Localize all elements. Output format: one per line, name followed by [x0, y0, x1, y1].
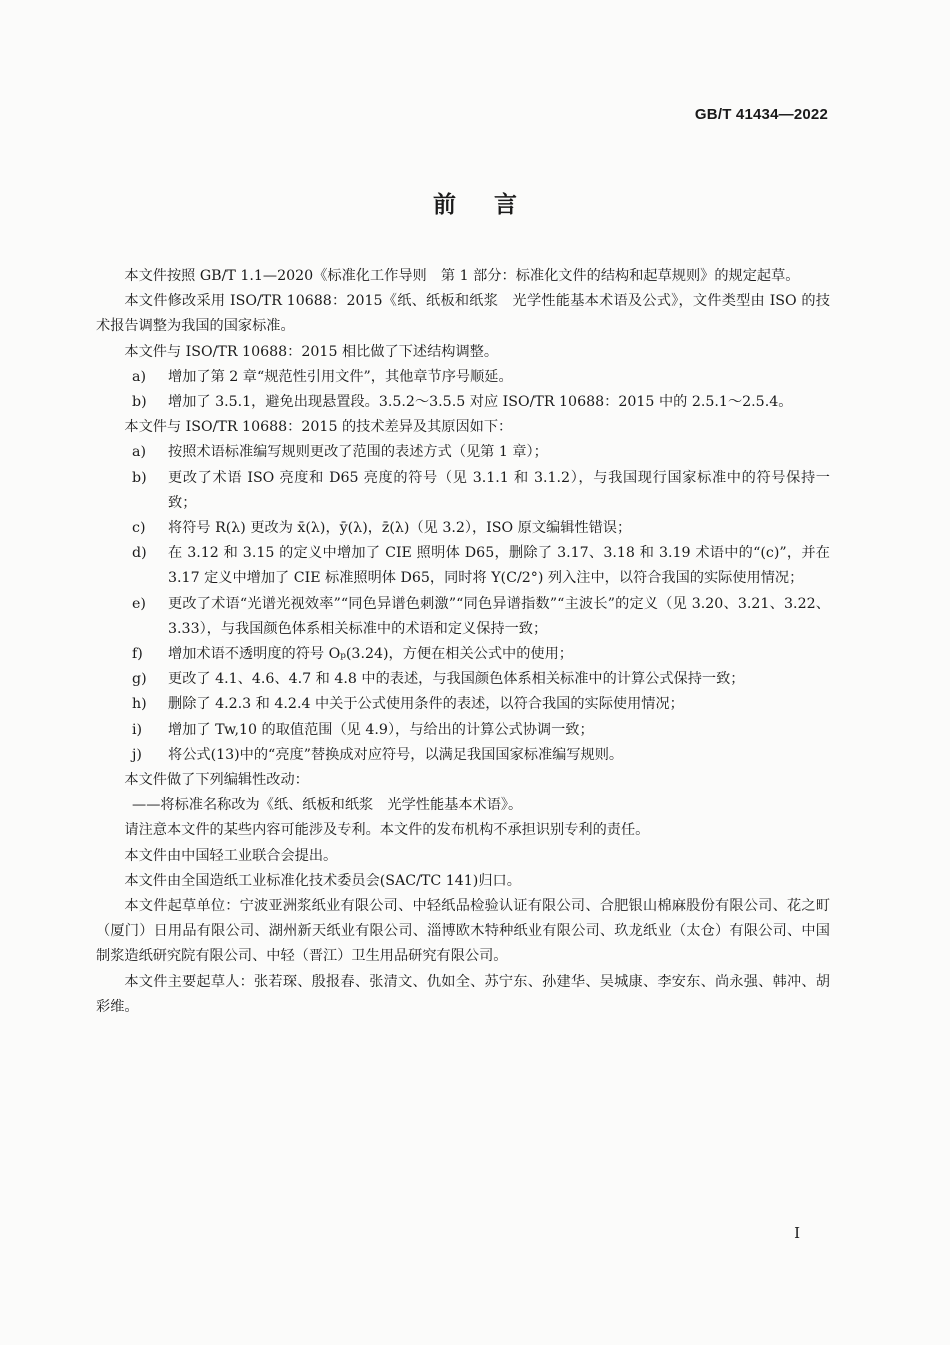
list-text: 增加了 3.5.1，避免出现悬置段。3.5.2～3.5.5 对应 ISO/TR 10688：2015 中的 2.5.1～2.5.4。 [168, 394, 793, 411]
list-marker: f) [132, 646, 143, 663]
paragraph-committee: 本文件由全国造纸工业标准化技术委员会(SAC/TC 141)归口。 [124, 872, 521, 889]
list-item [96, 440, 830, 465]
list-marker: d) [132, 545, 147, 562]
list-marker: a) [132, 368, 146, 385]
list-text: 将公式(13)中的“亮度”替换成对应符号，以满足我国国家标准编写规则。 [168, 746, 624, 763]
list-item [96, 466, 830, 516]
list-item [96, 692, 830, 717]
page-title: 前言 [433, 192, 555, 218]
list-text: 增加术语不透明度的符号 Oₚ(3.24)，方便在相关公式中的使用； [168, 646, 573, 663]
list-text: 更改了术语“光谱光视效率”“同色异谱色刺激”“同色异谱指数”“主波长”的定义（见 3.20、3.21、3.22、3.33），与我国颜色体系相关标准中的术语和定义保持一致； [168, 595, 830, 637]
list-item [96, 667, 830, 692]
list-marker: g) [132, 671, 147, 688]
standard-code: GB/T 41434—2022 [694, 106, 828, 123]
list-marker: e) [132, 595, 146, 612]
list-marker: i) [132, 721, 143, 738]
list-text: 增加了第 2 章“规范性引用文件”，其他章节序号顺延。 [168, 368, 513, 385]
list-item [96, 592, 830, 642]
paragraph-proposer: 本文件由中国轻工业联合会提出。 [124, 847, 338, 864]
list-text: 在 3.12 和 3.15 的定义中增加了 CIE 照明体 D65，删除了 3.17、3.18 和 3.19 术语中的“(c)”，并在 3.17 定义中增加了 CIE 标准照明体 D65，同时将 Y(C/2°) 列入注中，以符合我国的实际使用情况； [168, 545, 830, 587]
list-text: 删除了 4.2.3 和 4.2.4 中关于公式使用条件的表述，以符合我国的实际使用情况； [168, 696, 684, 713]
list-marker: h) [132, 696, 147, 713]
list-marker: b) [132, 394, 147, 411]
list-text: 增加了 Tw,10 的取值范围（见 4.9），与给出的计算公式协调一致； [168, 721, 594, 738]
paragraph-structure-intro: 本文件与 ISO/TR 10688：2015 相比做了下述结构调整。 [124, 343, 499, 360]
list-marker: c) [132, 520, 146, 537]
list-item [96, 365, 830, 390]
list-item [96, 390, 830, 415]
paragraph-adoption: 本文件修改采用 ISO/TR 10688：2015《纸、纸板和纸浆 光学性能基本术语及公式》，文件类型由 ISO 的技术报告调整为我国的国家标准。 [96, 293, 830, 335]
list-text: 按照术语标准编写规则更改了范围的表述方式（见第 1 章）； [168, 444, 548, 461]
list-text: 将符号 R(λ) 更改为 x̄(λ)，ȳ(λ)，z̄(λ)（见 3.2），ISO 原文编辑性错误； [168, 520, 632, 537]
editorial-dash-item: ——将标准名称改为《纸、纸板和纸浆 光学性能基本术语》。 [132, 797, 523, 814]
foreword-body [96, 264, 830, 1020]
list-item [96, 743, 830, 768]
list-item [96, 642, 830, 667]
list-marker: b) [132, 469, 147, 486]
list-marker: j) [132, 746, 142, 763]
list-item [96, 516, 830, 541]
paragraph-drafters: 本文件主要起草人：张若琛、殷报春、张清文、仇如全、苏宁东、孙建华、吴城康、李安东、尚永强、韩冲、胡彩维。 [96, 973, 830, 1015]
list-item [96, 718, 830, 743]
list-item [96, 541, 830, 591]
paragraph-drafting-rules: 本文件按照 GB/T 1.1—2020《标准化工作导则 第 1 部分：标准化文件的结构和起草规则》的规定起草。 [124, 268, 800, 284]
list-marker: a) [132, 444, 146, 461]
list-text: 更改了 4.1、4.6、4.7 和 4.8 中的表述，与我国颜色体系相关标准中的计算公式保持一致； [168, 671, 745, 688]
page-number: I [794, 1224, 800, 1242]
paragraph-drafting-units: 本文件起草单位：宁波亚洲浆纸业有限公司、中轻纸品检验认证有限公司、合肥银山棉麻股份有限公司、花之町（厦门）日用品有限公司、湖州新天纸业有限公司、淄博欧木特种纸业有限公司、玖龙纸业（太仓）有限公司、中国制浆造纸研究院有限公司、中轻（晋江）卫生用品研究有限公司。 [96, 898, 830, 965]
paragraph-patent-notice: 请注意本文件的某些内容可能涉及专利。本文件的发布机构不承担识别专利的责任。 [124, 822, 650, 839]
paragraph-tech-intro: 本文件与 ISO/TR 10688：2015 的技术差异及其原因如下： [124, 419, 513, 436]
list-text: 更改了术语 ISO 亮度和 D65 亮度的符号（见 3.1.1 和 3.1.2），与我国现行国家标准中的符号保持一致； [168, 469, 830, 511]
paragraph-editorial-intro: 本文件做了下列编辑性改动： [124, 772, 309, 789]
